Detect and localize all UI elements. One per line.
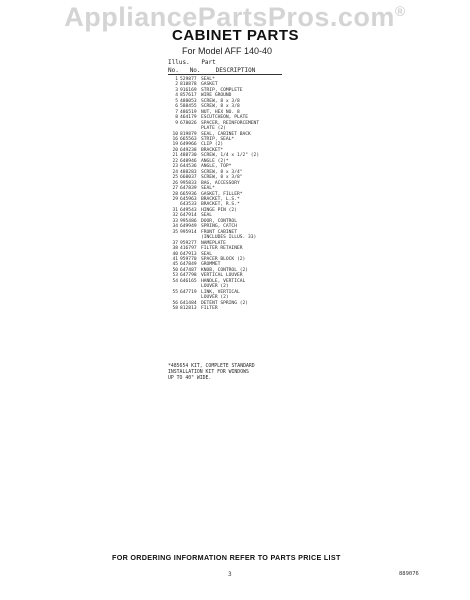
part-illus-no: 29 [172,196,178,202]
header-description: DESCRIPTION [215,67,256,74]
part-illus-no: 22 [172,158,178,164]
part-number: 486519 [180,109,197,115]
part-description: GASKET, FILLER* [201,191,243,197]
model-subtitle: For Model AFF 140-40 [182,46,273,56]
page-number: 3 [228,571,232,578]
part-number: 643533 [180,202,197,208]
part-description: FILTER RETAINER [201,246,243,252]
part-illus-no: 6 [175,104,178,110]
note-line: INSTALLATION KIT FOR WINDOWS [168,369,249,375]
part-number: 645963 [180,196,197,202]
part-number: 995486 [180,218,197,224]
part-description: SEAL [201,213,213,219]
table-header-row-1 [168,59,216,66]
part-number: 668037 [180,175,197,181]
part-number: 678026 [180,120,197,126]
part-illus-no: 9 [175,120,178,126]
note-line: UP TO 40" WIDE. [168,375,212,381]
part-number: 649949 [180,224,197,230]
part-number: 647913 [180,251,197,257]
header-illus: Illus. [168,59,190,66]
part-illus-no: 8 [175,115,178,121]
part-illus-no: 31 [172,207,178,213]
part-illus-no: 10 [172,131,178,137]
part-illus-no: 45 [172,262,178,268]
part-description: BAG, ACCESSORY [201,180,240,186]
part-description: DETENT SPRING (2) [201,300,249,306]
page-title: CABINET PARTS [172,27,300,44]
part-number: 995914 [180,229,197,235]
part-description: LINK, VERTICAL [201,289,240,295]
part-illus-no: 38 [172,246,178,252]
part-number: 857617 [180,93,197,99]
part-description: SEAL [201,251,213,257]
part-number: 647849 [180,262,197,268]
part-description: BRACKET, R.S.* [201,202,240,208]
part-number: 959770 [180,256,197,262]
part-number: 649543 [180,207,197,213]
part-illus-no: 1 [175,77,178,82]
part-description: DOOR, CONTROL [201,218,237,224]
part-description: WIRE GROUND [201,93,232,99]
part-row [168,306,298,311]
part-illus-no: 23 [172,164,178,170]
part-description: LOUVER (2) [201,284,229,290]
part-number: 665563 [180,136,197,142]
part-illus-no: 33 [172,218,178,224]
part-number: 529877 [180,77,197,82]
ordering-footer: FOR ORDERING INFORMATION REFER TO PARTS PRICE LIST [112,553,341,562]
part-number: 959277 [180,240,197,246]
header-divider [168,74,282,75]
part-description: KNOB, CONTROL (2) [201,267,249,273]
part-description: LOUVER (2) [201,295,229,301]
part-number: 647798 [180,273,197,279]
part-illus-no: 55 [172,289,178,295]
part-description: NAMEPLATE [201,240,226,246]
part-number: 665936 [180,191,197,197]
part-illus-no: 19 [172,142,178,148]
part-description: FILTER [201,306,218,312]
part-description: BRACKET* [201,147,224,153]
part-illus-no: 32 [172,213,178,219]
part-illus-no: 53 [172,273,178,279]
part-number: 647839 [180,186,197,192]
part-number: 646165 [180,278,197,284]
part-illus-no: 37 [172,240,178,246]
part-number: 647487 [180,267,197,273]
part-description: HINGE PIN (2) [201,207,237,213]
part-illus-no: 5 [175,98,178,104]
part-illus-no: 24 [172,169,178,175]
part-illus-no: 41 [172,256,178,262]
document-code: 889076 [399,571,419,577]
part-number: 488730 [180,153,197,159]
part-illus-no: 35 [172,229,178,235]
part-illus-no: 58 [172,306,178,312]
part-number: 644536 [180,164,197,170]
part-description: SCREW, 8 x 3/4" [201,169,243,175]
part-number: 464179 [180,115,197,121]
part-illus-no: 21 [172,153,178,159]
part-illus-no: 34 [172,224,178,230]
part-number: 488283 [180,169,197,175]
part-description: SPACER BLOCK (2) [201,256,246,262]
part-illus-no: 28 [172,191,178,197]
header-part: Part [201,59,216,66]
part-number: 648946 [180,158,197,164]
part-illus-no: 3 [175,87,178,93]
part-number: 995833 [180,180,197,186]
part-number: 819879 [180,131,197,137]
part-description: STRIP, COMPLETE [201,87,243,93]
part-illus-no: 26 [172,180,178,186]
table-header-row-2 [168,67,255,74]
part-number: 916169 [180,87,197,93]
part-number: 588455 [180,104,197,110]
part-description: SPACER, REINFORCEMENT [201,120,260,126]
part-number: 812813 [180,306,197,312]
part-number: 416797 [180,246,197,252]
part-description: STRIP, SEAL* [201,136,235,142]
part-description: PLATE (2) [201,126,226,132]
part-description: GASKET [201,82,218,88]
part-description: BRACKET, L.S.* [201,196,240,202]
part-illus-no: 40 [172,251,178,257]
part-illus-no: 54 [172,278,178,284]
part-description: ESCUTCHEON, PLATE [201,115,249,121]
part-illus-no: 27 [172,186,178,192]
installation-kit-note [168,364,255,381]
part-description: ANGLE (2)* [201,158,229,164]
part-number: 649966 [180,142,197,148]
parts-list [168,77,298,311]
part-number: 488053 [180,98,197,104]
part-description: HANDLE, VERTICAL [201,278,246,284]
part-illus-no: 20 [172,147,178,153]
part-description: ANGLE, TOP* [201,164,232,170]
part-description: GROMMET [201,262,221,268]
part-illus-no: 4 [175,93,178,99]
part-description: SCREW, 1/4 x 1/2" (2) [201,153,260,159]
part-illus-no: 16 [172,136,178,142]
part-description: SEAL* [201,77,215,82]
note-line: *485654 KIT, COMPLETE STANDARD [168,364,255,369]
watermark: AppliancePartsPros.com® [64,2,406,32]
part-description: SEAL* [201,186,215,192]
part-number: 647914 [180,213,197,219]
part-description: NUT, HEX NO. 8 [201,109,240,115]
part-description: VERTICAL LOUVER [201,273,243,279]
part-illus-no: 25 [172,175,178,181]
part-description: SCREW, 8 x 3/8 [201,98,240,104]
part-description: (INCLUDES ILLUS. 33) [201,235,257,241]
part-illus-no: 2 [175,82,178,88]
part-description: FRONT CABINET [201,229,237,235]
part-number: 818878 [180,82,197,88]
part-number: 647719 [180,289,197,295]
part-number: 649238 [180,147,197,153]
header-no-illus: No. No. [168,67,201,74]
part-illus-no: 56 [172,300,178,306]
part-description: SCREW, 8 x 3/8" [201,175,243,181]
part-description: CLIP (2) [201,142,224,148]
part-number: 641484 [180,300,197,306]
part-description: SEAL, CABINET BACK [201,131,251,137]
part-illus-no: 50 [172,267,178,273]
part-illus-no: 7 [175,109,178,115]
part-description: SPRING, CATCH [201,224,237,230]
part-description: SCREW, 8 x 3/8 [201,104,240,110]
